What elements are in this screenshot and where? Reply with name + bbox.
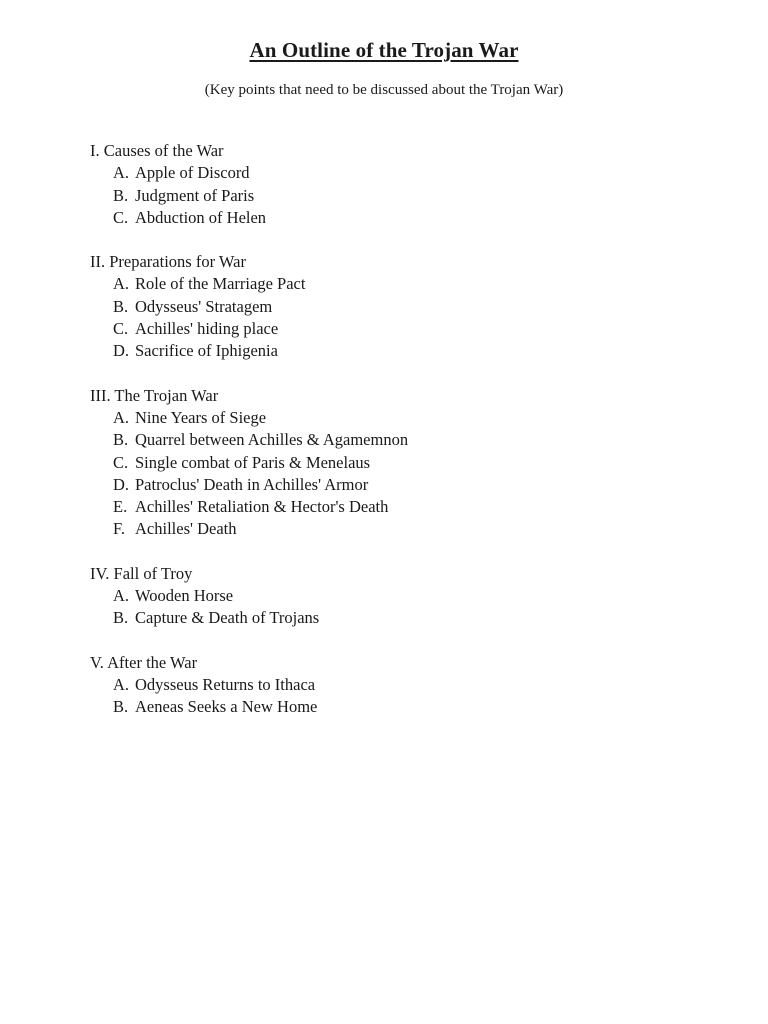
outline-item-letter: B. [113, 608, 129, 628]
outline-item [90, 696, 710, 718]
outline-item-letter: C. [113, 452, 129, 472]
outline-item-letter: D. [113, 474, 130, 494]
outline-item [90, 674, 710, 696]
section-heading: V. After the War [90, 652, 198, 672]
outline-item-letter: F. [113, 519, 125, 539]
outline-item-text: Achilles' hiding place [135, 319, 279, 339]
outline-section [90, 251, 710, 362]
outline-item-text: Odysseus' Stratagem [135, 296, 273, 316]
section-heading: II. Preparations for War [90, 252, 246, 272]
document-subtitle: (Key points that need to be discussed about the Trojan War) [204, 82, 564, 98]
outline-item-text: Achilles' Death [135, 519, 237, 539]
section-heading: III. The Trojan War [90, 385, 219, 405]
outline-section [90, 652, 710, 719]
outline-item-text: Sacrifice of Iphigenia [135, 341, 278, 361]
outline-item-text: Apple of Discord [135, 163, 250, 183]
outline-item-letter: B. [113, 296, 129, 316]
outline-item-letter: B. [113, 697, 129, 717]
outline-section [90, 385, 710, 541]
outline-item [90, 407, 710, 429]
outline [90, 140, 710, 741]
outline-item [90, 452, 710, 474]
document-title: An Outline of the Trojan War [249, 38, 519, 62]
outline-item [90, 273, 710, 295]
outline-item-text: Quarrel between Achilles & Agamemnon [135, 430, 409, 450]
outline-item-letter: D. [113, 341, 130, 361]
outline-item [90, 340, 710, 362]
outline-section [90, 563, 710, 630]
outline-item [90, 607, 710, 629]
outline-item [90, 429, 710, 451]
outline-item [90, 474, 710, 496]
outline-item-text: Single combat of Paris & Menelaus [135, 452, 371, 472]
outline-item [90, 185, 710, 207]
section-heading: IV. Fall of Troy [90, 563, 193, 583]
outline-item-text: Role of the Marriage Pact [135, 274, 306, 294]
outline-item-text: Patroclus' Death in Achilles' Armor [135, 474, 369, 494]
outline-item [90, 296, 710, 318]
outline-item-letter: A. [113, 407, 130, 427]
section-heading: I. Causes of the War [90, 141, 224, 160]
outline-item-letter: B. [113, 185, 129, 205]
outline-item-letter: B. [113, 430, 129, 450]
outline-item-text: Capture & Death of Trojans [135, 608, 320, 628]
outline-item [90, 162, 710, 184]
outline-item-letter: C. [113, 319, 129, 339]
outline-item-text: Odysseus Returns to Ithaca [135, 674, 316, 694]
outline-item [90, 518, 710, 540]
outline-item [90, 318, 710, 340]
outline-item-letter: A. [113, 163, 130, 183]
outline-item [90, 496, 710, 518]
outline-item-text: Aeneas Seeks a New Home [135, 697, 318, 717]
outline-item-text: Judgment of Paris [135, 185, 255, 205]
outline-item-text: Abduction of Helen [135, 207, 267, 227]
outline-item-letter: E. [113, 497, 128, 517]
outline-item-letter: A. [113, 674, 130, 694]
outline-section [90, 140, 710, 229]
outline-item-letter: A. [113, 586, 130, 606]
outline-item [90, 207, 710, 229]
outline-item-letter: A. [113, 274, 130, 294]
outline-item-text: Achilles' Retaliation & Hector's Death [135, 497, 389, 517]
outline-item [90, 585, 710, 607]
outline-item-text: Nine Years of Siege [135, 407, 267, 427]
outline-item-letter: C. [113, 207, 129, 227]
outline-item-text: Wooden Horse [135, 586, 234, 606]
